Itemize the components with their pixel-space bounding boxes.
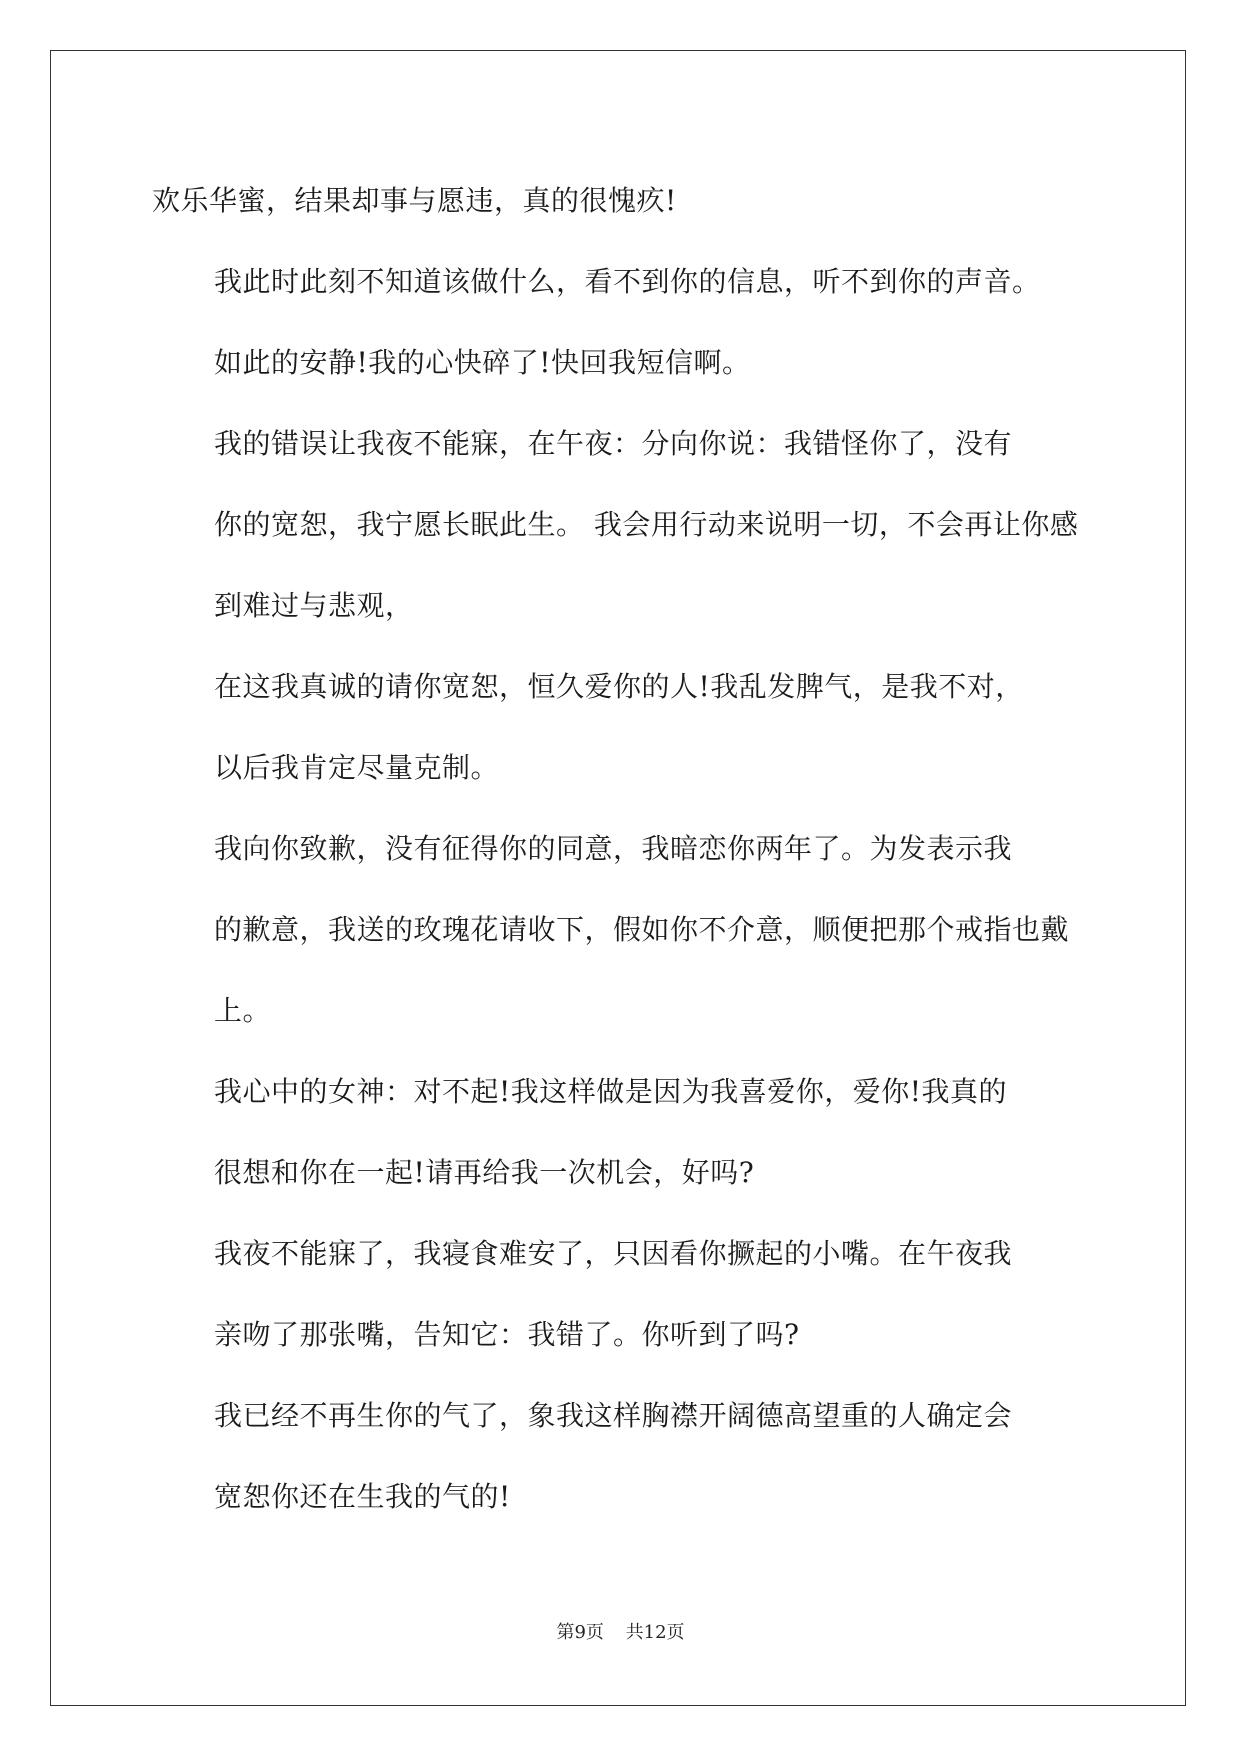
- text-line: 亲吻了那张嘴，告知它：我错了。你听到了吗?: [214, 1318, 800, 1351]
- paragraph: [152, 646, 1092, 808]
- paragraph: [152, 1213, 1092, 1375]
- text-line: 我已经不再生你的气了，象我这样胸襟开阔德高望重的人确定会: [214, 1399, 1013, 1432]
- text-line: 欢乐华蜜，结果却事与愿违，真的很愧疚!: [152, 184, 677, 217]
- paragraph: [152, 241, 1092, 403]
- text-line: 上。: [214, 994, 272, 1027]
- page-number-total: 共12页: [625, 1622, 685, 1643]
- text-line: 很想和你在一起!请再给我一次机会，好吗?: [214, 1156, 755, 1189]
- text-line: 在这我真诚的请你宽恕，恒久爱你的人!我乱发脾气，是我不对，: [214, 670, 1024, 703]
- text-line: 我此时此刻不知道该做什么，看不到你的信息，听不到你的声音。: [214, 265, 1041, 298]
- text-line: 的歉意，我送的玫瑰花请收下，假如你不介意，顺便把那个戒指也戴: [214, 913, 1070, 946]
- text-line: 我的错误让我夜不能寐，在午夜：分向你说：我错怪你了，没有: [214, 427, 1013, 460]
- document-body: [152, 160, 1092, 1537]
- text-line: 我向你致歉，没有征得你的同意，我暗恋你两年了。为发表示我: [214, 832, 1013, 865]
- text-line: 宽恕你还在生我的气的!: [214, 1480, 511, 1513]
- paragraph: [152, 1375, 1092, 1537]
- text-line: 你的宽恕，我宁愿长眠此生。 我会用行动来说明一切，不会再让你感: [214, 508, 1079, 541]
- text-line: 以后我肯定尽量克制。: [214, 751, 500, 784]
- text-line: 如此的安静!我的心快碎了!快回我短信啊。: [214, 346, 751, 379]
- paragraph: [152, 160, 1092, 241]
- page-number-current: 第9页: [556, 1622, 604, 1643]
- paragraph: [152, 808, 1092, 1051]
- text-line: 我心中的女神：对不起!我这样做是因为我喜爱你，爱你!我真的: [214, 1075, 1008, 1108]
- text-line: 我夜不能寐了，我寝食难安了，只因看你撅起的小嘴。在午夜我: [214, 1237, 1013, 1270]
- text-line: 到难过与悲观，: [214, 589, 414, 622]
- page-footer: [0, 1618, 1241, 1644]
- paragraph: [152, 403, 1092, 646]
- paragraph: [152, 1051, 1092, 1213]
